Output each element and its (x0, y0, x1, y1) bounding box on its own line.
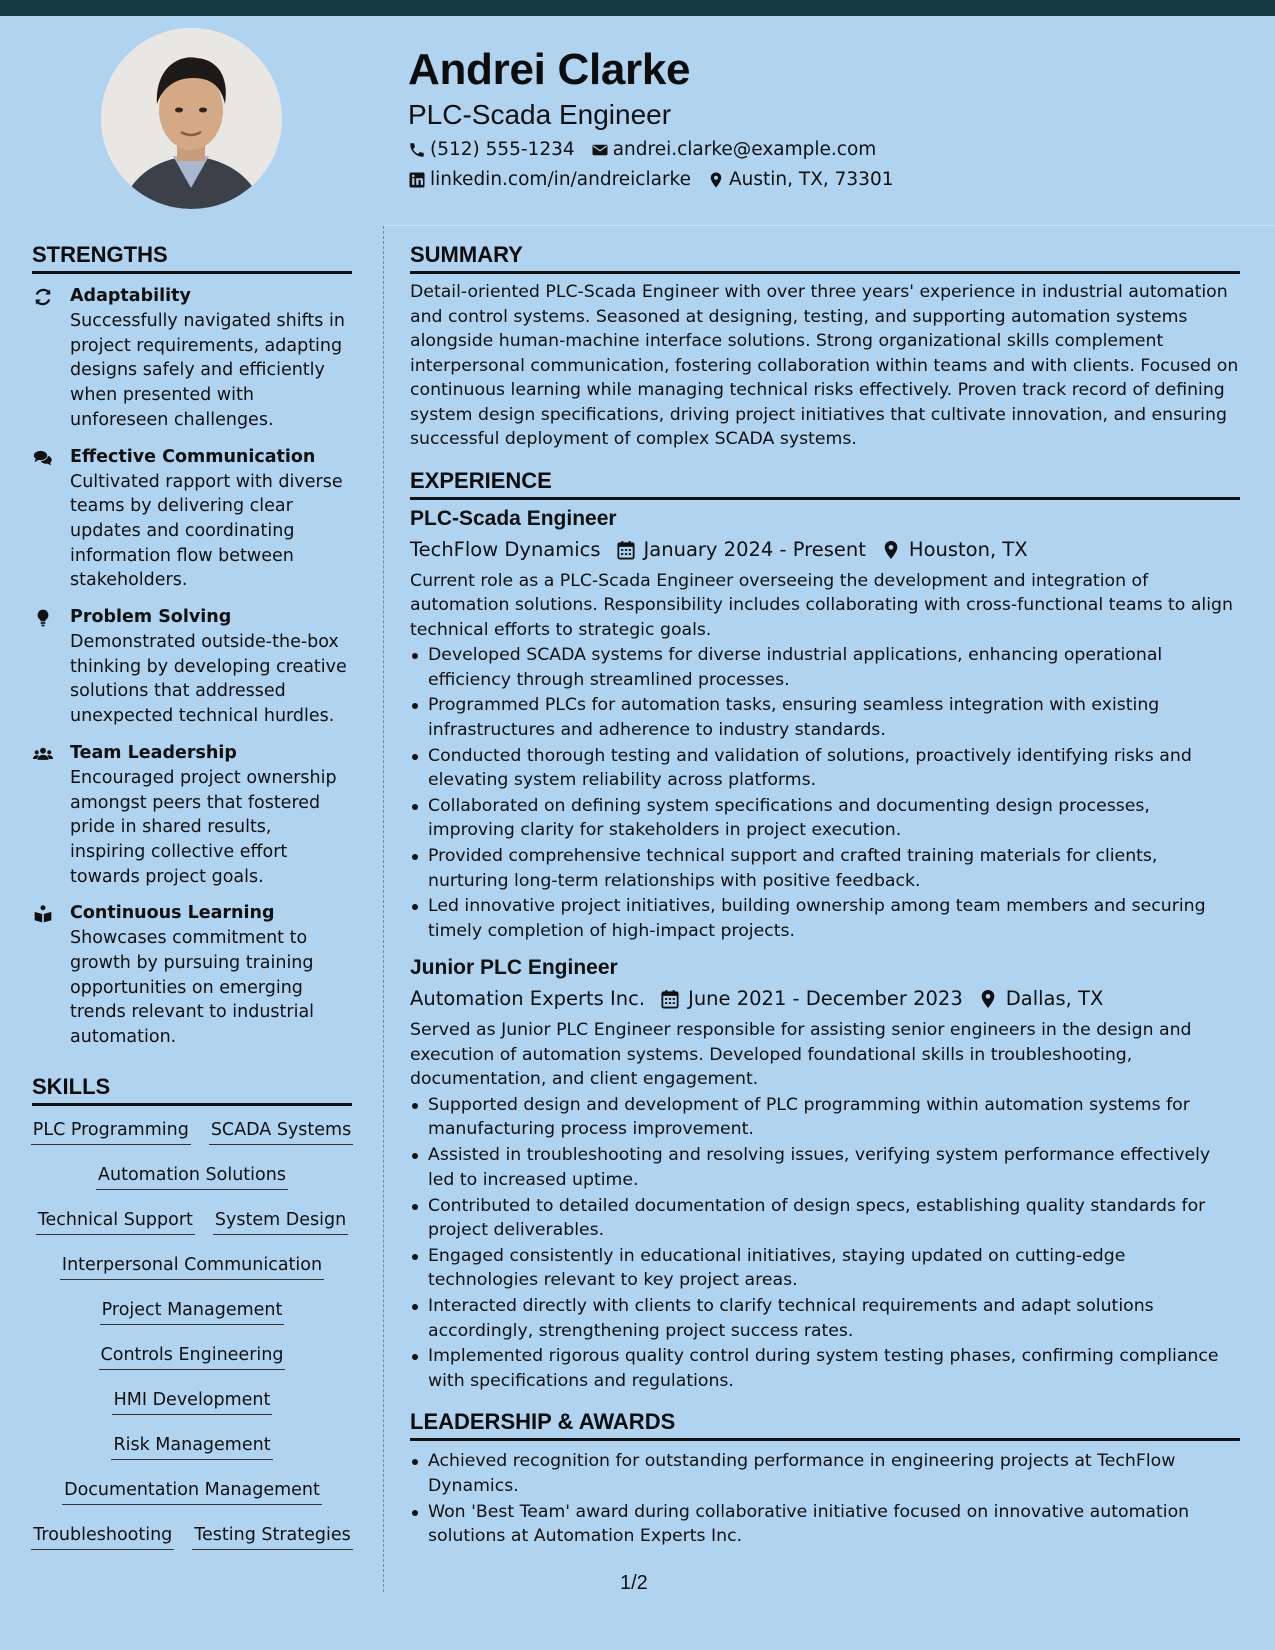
envelope-icon (591, 141, 609, 159)
comments-icon (32, 445, 70, 594)
job-dates-item (661, 985, 963, 1013)
summary-section (410, 240, 1240, 452)
linkedin-link[interactable]: linkedin.com/in/andreiclarke (430, 169, 691, 190)
linkedin-icon (408, 171, 426, 189)
summary-text: Detail-oriented PLC-Scada Engineer with over three years' experience in industrial automation and control systems. Seasoned at designing, testing, and supporting automation systems alongside human-machine interface solutions. Strong organizational skills complement interpersonal communication, fostering collaboration within teams and with clients. Focused on continuous learning while managing technical risks effectively. Proven track record of defining system design specifications, driving project initiatives that cultivate innovation, and ensuring successful deployment of complex SCADA systems. (410, 282, 1239, 449)
map-pin-icon (707, 171, 725, 189)
skill-row (32, 1519, 352, 1564)
phone-icon (408, 141, 426, 159)
strength-text: Demonstrated outside-the-box thinking by developing creative solutions that addressed unexpected technical hurdles. (70, 632, 347, 727)
linkedin-item[interactable] (408, 168, 691, 192)
job-role: Junior PLC Engineer (410, 956, 618, 980)
location-item (707, 168, 894, 192)
skill-tag: SCADA Systems (209, 1118, 353, 1145)
map-pin-icon (882, 540, 900, 560)
resume-header (408, 40, 1238, 192)
job-entry (410, 953, 1240, 1393)
strength-text: Showcases commitment to growth by pursuing training opportunities on emerging trends relevant to industrial automation. (70, 928, 315, 1048)
bullet-item: Interacted directly with clients to clarify technical requirements and adapt solutions accordingly, strengthening project success rates. (410, 1294, 1240, 1343)
experience-section (410, 466, 1240, 1394)
skill-tag: Testing Strategies (192, 1523, 352, 1550)
skill-row (32, 1429, 352, 1474)
candidate-name: Andrei Clarke (408, 45, 691, 94)
skill-row (32, 1474, 352, 1519)
job-dates: January 2024 - Present (643, 537, 866, 561)
strength-title: Team Leadership (70, 742, 237, 763)
email-link[interactable]: andrei.clarke@example.com (612, 139, 877, 160)
strengths-list (32, 284, 352, 1050)
bullet-item: Collaborated on defining system specifications and documenting design processes, improving clarity for stakeholders in project execution. (410, 794, 1240, 843)
map-pin-icon (979, 989, 997, 1009)
skill-tag: Interpersonal Communication (60, 1253, 324, 1280)
job-bullets (410, 1093, 1240, 1393)
job-bullets (410, 643, 1240, 943)
skill-tag: Troubleshooting (31, 1523, 174, 1550)
top-accent-bar (0, 0, 1275, 16)
awards-section (410, 1407, 1240, 1548)
skill-row (32, 1294, 352, 1339)
strength-title: Effective Communication (70, 446, 316, 467)
skill-row (32, 1384, 352, 1429)
users-icon (32, 741, 70, 890)
job-entry (410, 504, 1240, 944)
candidate-title: PLC-Scada Engineer (408, 99, 672, 130)
bullet-item: Programmed PLCs for automation tasks, ensuring seamless integration with existing infrastructures and adherence to industry standards. (410, 693, 1240, 742)
left-column (32, 240, 352, 1564)
bullet-item: Contributed to detailed documentation of design specs, establishing quality standards for project deliverables. (410, 1194, 1240, 1243)
skill-tag: Controls Engineering (99, 1343, 286, 1370)
job-location-item (882, 536, 1028, 564)
skill-tag: HMI Development (112, 1388, 273, 1415)
skill-row (32, 1114, 352, 1159)
strength-item (32, 445, 352, 594)
contact-row-1 (408, 138, 1238, 162)
award-item: Won 'Best Team' award during collaborative initiative focused on innovative automation solutions at Automation Experts Inc. (410, 1500, 1240, 1549)
calendar-icon (617, 540, 635, 560)
bullet-item: Provided comprehensive technical support and crafted training materials for clients, nurturing long-term relationships with positive feedback. (410, 844, 1240, 893)
strength-title: Adaptability (70, 286, 191, 306)
phone-item (408, 138, 575, 162)
job-location: Houston, TX (908, 537, 1028, 561)
bullet-item: Developed SCADA systems for diverse industrial applications, enhancing operational efficiency through streamlined processes. (410, 643, 1240, 692)
strength-item (32, 901, 352, 1050)
job-company: TechFlow Dynamics (410, 537, 601, 561)
summary-heading: SUMMARY (410, 240, 1240, 274)
sync-icon (32, 284, 70, 433)
skill-row (32, 1204, 352, 1249)
bullet-item: Led innovative project initiatives, building ownership among team members and securing timely completion of high-impact projects. (410, 894, 1240, 943)
contact-row-2 (408, 168, 1238, 192)
job-meta (410, 985, 1240, 1013)
location-text: Austin, TX, 73301 (729, 169, 894, 190)
strength-title: Problem Solving (70, 607, 232, 628)
bullet-item: Engaged consistently in educational initiatives, staying updated on cutting-edge technologies relevant to key project areas. (410, 1244, 1240, 1293)
profile-photo (101, 28, 282, 209)
bullet-item: Assisted in troubleshooting and resolving issues, verifying system performance effectively led to increased uptime. (410, 1143, 1240, 1192)
skill-tag: Risk Management (111, 1433, 272, 1460)
skill-tag: Project Management (100, 1298, 285, 1325)
skill-tag: Technical Support (36, 1208, 195, 1235)
skill-tag: Automation Solutions (96, 1163, 288, 1190)
skill-tag: Documentation Management (62, 1478, 322, 1505)
strength-text: Successfully navigated shifts in project requirements, adapting designs safely and efficiently when presented with unforeseen challenges. (70, 311, 345, 430)
strength-text: Encouraged project ownership amongst peers that fostered pride in shared results, inspiring collective effort towards project goals. (70, 767, 337, 887)
calendar-icon (661, 989, 679, 1009)
page-number: 1/2 (620, 1572, 648, 1594)
job-dates-item (617, 536, 866, 564)
skill-tag: System Design (213, 1208, 348, 1235)
header-divider (383, 225, 1275, 226)
right-column (410, 240, 1240, 1557)
strength-text: Cultivated rapport with diverse teams by delivering clear updates and coordinating information flow between stakeholders. (70, 471, 343, 591)
job-location: Dallas, TX (1005, 987, 1104, 1011)
awards-list (410, 1449, 1240, 1548)
award-item: Achieved recognition for outstanding performance in engineering projects at TechFlow Dynamics. (410, 1449, 1240, 1498)
bullet-item: Implemented rigorous quality control during system testing phases, confirming compliance with specifications and regulations. (410, 1344, 1240, 1393)
job-role: PLC-Scada Engineer (410, 506, 617, 530)
job-description: Current role as a PLC-Scada Engineer overseeing the development and integration of automation solutions. Responsibility includes collaborating with cross-functional teams to align technical efforts to strategic goals. (410, 570, 1233, 640)
job-company: Automation Experts Inc. (410, 987, 646, 1011)
bullet-item: Conducted thorough testing and validation of solutions, proactively identifying risks and elevating system reliability across platforms. (410, 744, 1240, 793)
skill-tag: PLC Programming (31, 1118, 191, 1145)
strength-item (32, 605, 352, 729)
job-location-item (979, 985, 1104, 1013)
book-reader-icon (32, 901, 70, 1050)
job-description: Served as Junior PLC Engineer responsible for assisting senior engineers in the design and execution of automation systems. Developed foundational skills in troubleshooting, documentation, and client engagement. (410, 1020, 1192, 1090)
lightbulb-icon (32, 605, 70, 729)
bullet-item: Supported design and development of PLC programming within automation systems for manufacturing process improvement. (410, 1093, 1240, 1142)
job-meta (410, 536, 1240, 564)
skill-row (32, 1339, 352, 1384)
job-dates: June 2021 - December 2023 (688, 987, 963, 1011)
skills-heading: SKILLS (32, 1072, 352, 1106)
email-item[interactable] (591, 138, 877, 162)
skill-row (32, 1159, 352, 1204)
strength-title: Continuous Learning (70, 903, 275, 924)
awards-heading: LEADERSHIP & AWARDS (410, 1407, 1240, 1441)
strengths-heading: STRENGTHS (32, 240, 352, 274)
skills-list (32, 1114, 352, 1564)
phone-text: (512) 555-1234 (430, 139, 575, 160)
skill-row (32, 1249, 352, 1294)
strength-item (32, 284, 352, 433)
avatar-illustration (101, 28, 282, 209)
column-divider (383, 226, 384, 1592)
strength-item (32, 741, 352, 890)
experience-heading: EXPERIENCE (410, 466, 1240, 500)
